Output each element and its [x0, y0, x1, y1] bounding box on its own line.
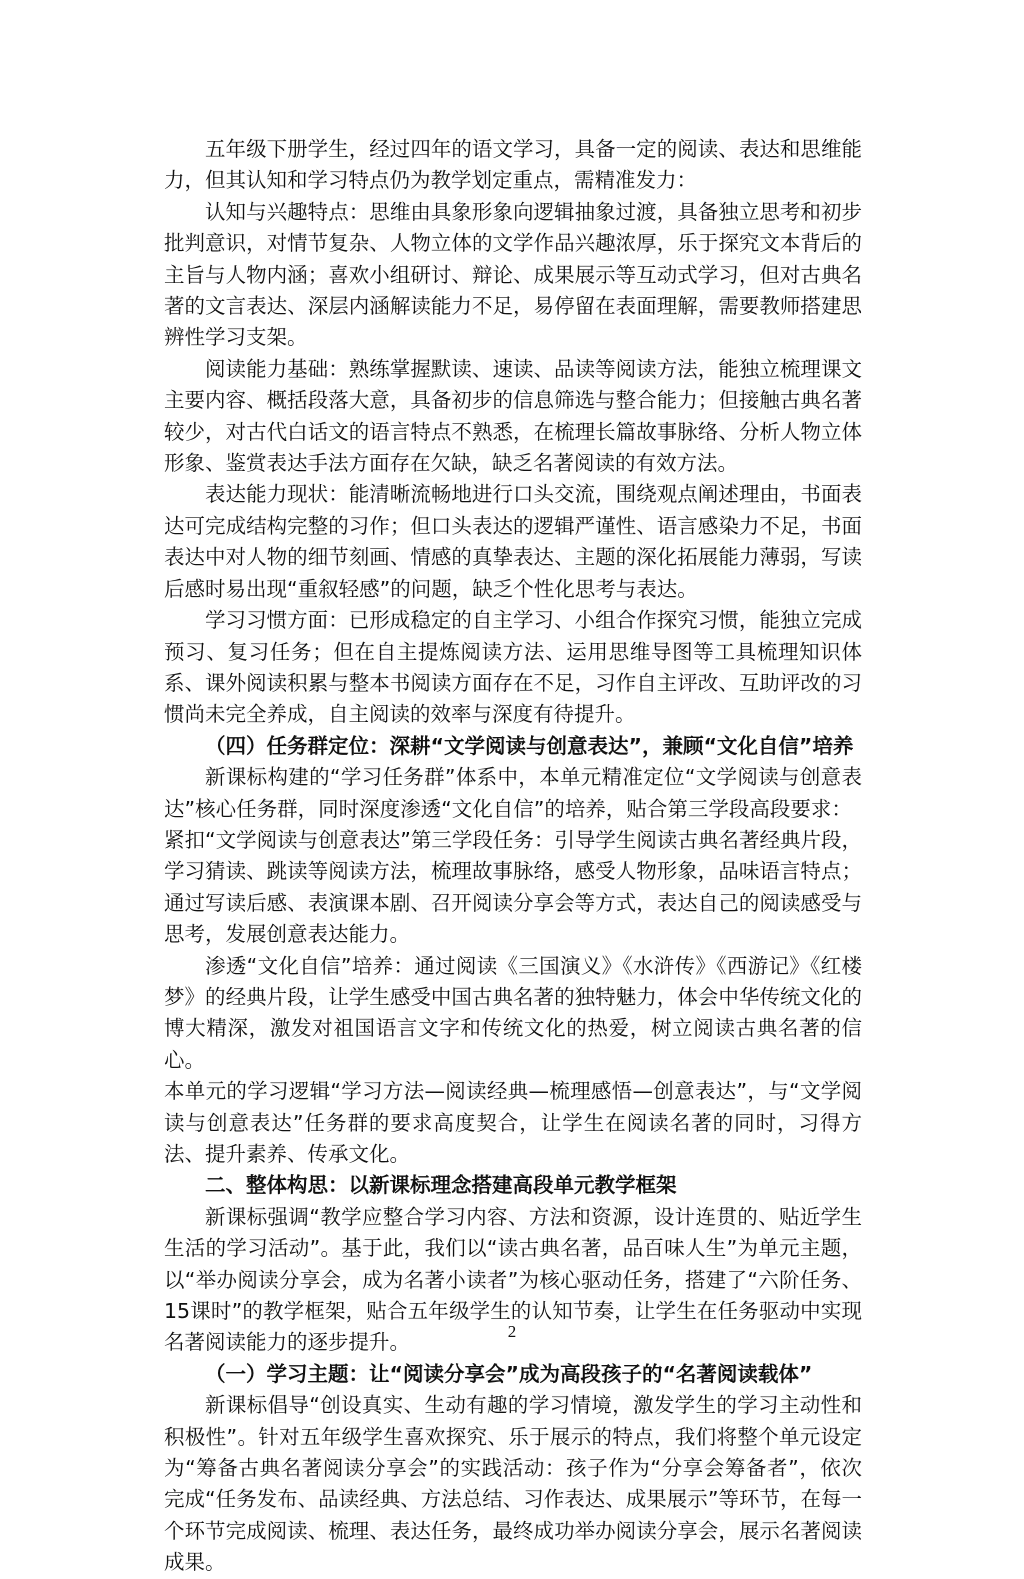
page-number: 2	[507, 1322, 517, 1341]
paragraph-overall-design: 新课标强调“教学应整合学习内容、方法和资源，设计连贯的、贴近学生生活的学习活动”。基于此，我们以“读古典名著，品百味人生”为单元主题，以“举办阅读分享会，成为名著小读者”为核心驱动任务，搭建了“六阶任务、15课时”的教学框架，贴合五年级学生的认知节奏，让学生在任务驱动中实现名著阅读能力的逐步提升。	[164, 1204, 862, 1355]
paragraph-reading-ability: 阅读能力基础：熟练掌握默读、速读、品读等阅读方法，能独立梳理课文主要内容、概括段落大意，具备初步的信息筛选与整合能力；但接触古典名著较少，对古代白话文的语言特点不熟悉，在梳理长篇故事脉络、分析人物立体形象、鉴赏表达手法方面存在欠缺，缺乏名著阅读的有效方法。	[164, 356, 862, 476]
paragraph-learning-logic: 本单元的学习逻辑“学习方法—阅读经典—梳理感悟—创意表达”，与“文学阅读与创意表达”任务群的要求高度契合，让学生在阅读名著的同时，习得方法、提升素养、传承文化。	[164, 1079, 862, 1166]
section-heading-task-group: （四）任务群定位：深耕“文学阅读与创意表达”，兼顾“文化自信”培养	[205, 733, 854, 758]
paragraph-cognition: 认知与兴趣特点：思维由具象形象向逻辑抽象过渡，具备独立思考和初步批判意识，对情节复杂、人物立体的文学作品兴趣浓厚，乐于探究文本背后的主旨与人物内涵；喜欢小组研讨、辩论、成果展示等互动式学习，但对古典名著的文言表达、深层内涵解读能力不足，易停留在表面理解，需要教师搭建思辨性学习支架。	[164, 199, 862, 350]
section-heading-learning-theme: （一）学习主题：让“阅读分享会”成为高段孩子的“名著阅读载体”	[205, 1361, 813, 1386]
paragraph-expression-ability: 表达能力现状：能清晰流畅地进行口头交流，围绕观点阐述理由，书面表达可完成结构完整的习作；但口头表达的逻辑严谨性、语言感染力不足，书面表达中对人物的细节刻画、情感的真挚表达、主题的深化拓展能力薄弱，写读后感时易出现“重叙轻感”的问题，缺乏个性化思考与表达。	[164, 482, 862, 601]
paragraph-intro: 五年级下册学生，经过四年的语文学习，具备一定的阅读、表达和思维能力，但其认知和学习特点仍为教学划定重点，需精准发力：	[164, 137, 862, 193]
paragraph-literary-reading: 紧扣“文学阅读与创意表达”第三学段任务：引导学生阅读古典名著经典片段，学习猜读、跳读等阅读方法，梳理故事脉络，感受人物形象，品味语言特点；通过写读后感、表演课本剧、召开阅读分享会等方式，表达自己的阅读感受与思考，发展创意表达能力。	[164, 827, 862, 947]
paragraph-study-habits: 学习习惯方面：已形成稳定的自主学习、小组合作探究习惯，能独立完成预习、复习任务；但在自主提炼阅读方法、运用思维导图等工具梳理知识体系、课外阅读积累与整本书阅读方面存在不足，习作自主评改、互助评改的习惯尚未完全养成，自主阅读的效率与深度有待提升。	[164, 608, 862, 727]
document-page	[164, 134, 862, 1579]
paragraph-learning-theme: 新课标倡导“创设真实、生动有趣的学习情境，激发学生的学习主动性和积极性”。针对五年级学生喜欢探究、乐于展示的特点，我们将整个单元设定为“筹备古典名著阅读分享会”的实践活动：孩子作为“分享会筹备者”，依次完成“任务发布、品读经典、方法总结、习作表达、成果展示”等环节，在每一个环节完成阅读、梳理、表达任务，最终成功举办阅读分享会，展示名著阅读成果。	[164, 1393, 862, 1575]
paragraph-task-group-intro: 新课标构建的“学习任务群”体系中，本单元精准定位“文学阅读与创意表达”核心任务群，同时深度渗透“文化自信”的培养，贴合第三学段高段要求：	[164, 765, 862, 821]
section-heading-overall-design: 二、整体构思：以新课标理念搭建高段单元教学框架	[205, 1173, 677, 1198]
paragraph-cultural-confidence: 渗透“文化自信”培养：通过阅读《三国演义》《水浒传》《西游记》《红楼梦》的经典片段，让学生感受中国古典名著的独特魅力，体会中华传统文化的博大精深，激发对祖国语言文字和传统文化的热爱，树立阅读古典名著的信心。	[164, 953, 862, 1072]
